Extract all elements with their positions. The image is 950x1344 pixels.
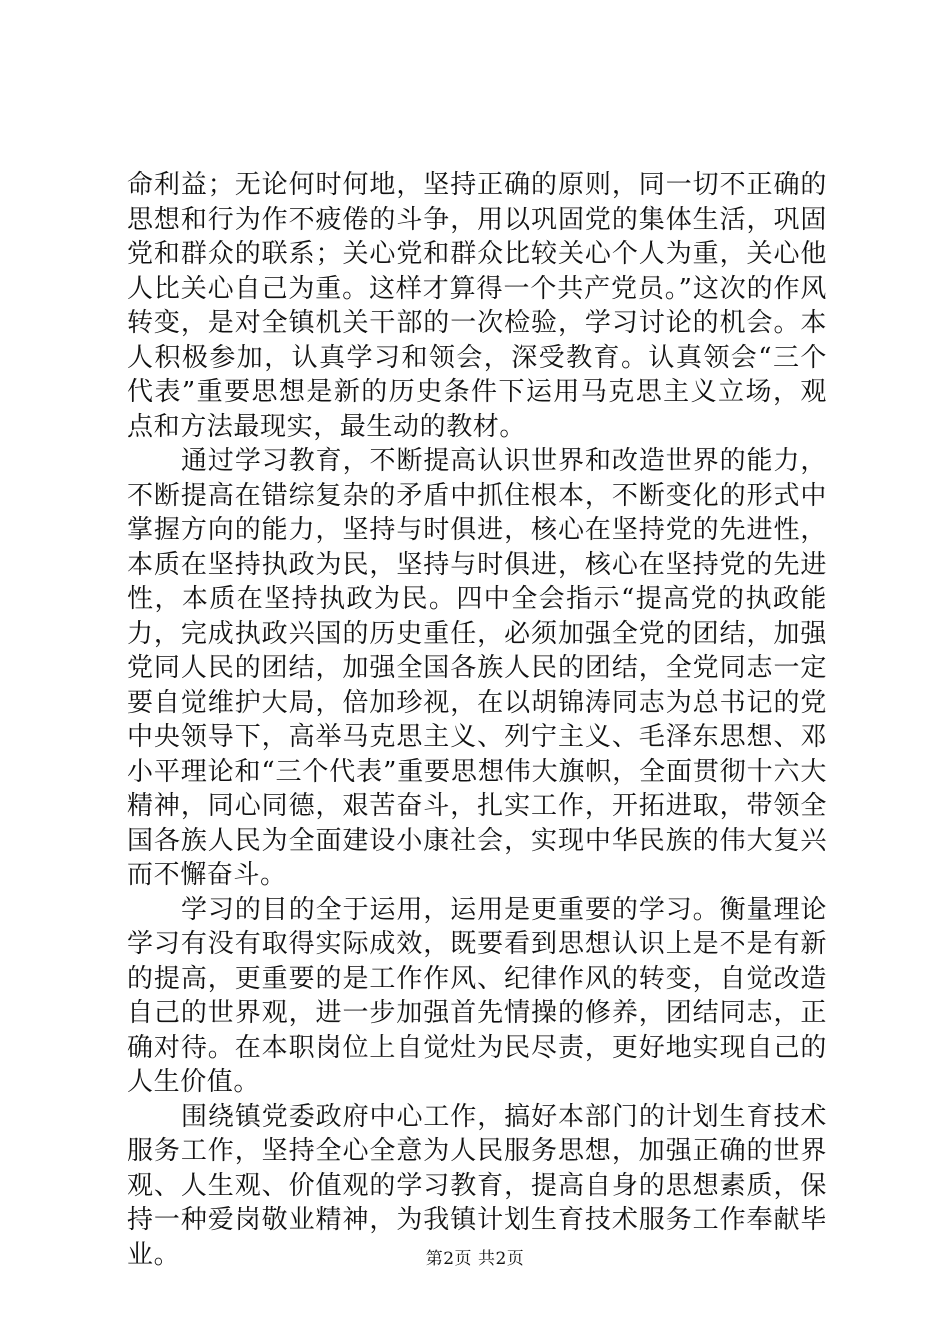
page-number-footer: 第2页 共2页 — [425, 1249, 525, 1269]
paragraph-4: 围绕镇党委政府中心工作，搞好本部门的计划生育技术服务工作，坚持全心全意为人民服务思想，加强正确的世界观、人生观、价值观的学习教育，提高自身的思想素质，保持一种爱岗敬业精神，为我镇计划生育技术服务工作奉献毕业。 — [127, 1101, 827, 1270]
paragraph-2: 通过学习教育，不断提高认识世界和改造世界的能力，不断提高在错综复杂的矛盾中抓住根本，不断变化的形式中掌握方向的能力，坚持与时俱进，核心在坚持党的先进性，本质在坚持执政为民，坚持与时俱进，核心在坚持党的先进性，本质在坚持执政为民。四中全会指示“提高党的执政能力，完成执政兴国的历史重任，必须加强全党的团结，加强党同人民的团结，加强全国各族人民的团结，全党同志一定要自觉维护大局，倍加珍视，在以胡锦涛同志为总书记的党中央领导下，高举马克思主义、列宁主义、毛泽东思想、邓小平理论和“三个代表”重要思想伟大旗帜，全面贯彻十六大精神，同心同德，艰苦奋斗，扎实工作，开拓进取，带领全国各族人民为全面建设小康社会，实现中华民族的伟大复兴而不懈奋斗。 — [127, 446, 827, 890]
paragraph-3: 学习的目的全于运用，运用是更重要的学习。衡量理论学习有没有取得实际成效，既要看到思想认识上是不是有新的提高，更重要的是工作作风、纪律作风的转变，自觉改造自己的世界观，进一步加强首先情操的修养，团结同志，正确对待。在本职岗位上自觉灶为民尽责，更好地实现自己的人生价值。 — [127, 894, 827, 1097]
document-body — [127, 168, 827, 1272]
paragraph-1: 命利益；无论何时何地，坚持正确的原则，同一切不正确的思想和行为作不疲倦的斗争，用以巩固党的集体生活，巩固党和群众的联系；关心党和群众比较关心个人为重，关心他人比关心自己为重。这样才算得一个共产党员。”这次的作风转变，是对全镇机关干部的一次检验，学习讨论的机会。本人积极参加，认真学习和领会，深受教育。认真领会“三个代表”重要思想是新的历史条件下运用马克思主义立场，观点和方法最现实，最生动的教材。 — [127, 170, 827, 442]
